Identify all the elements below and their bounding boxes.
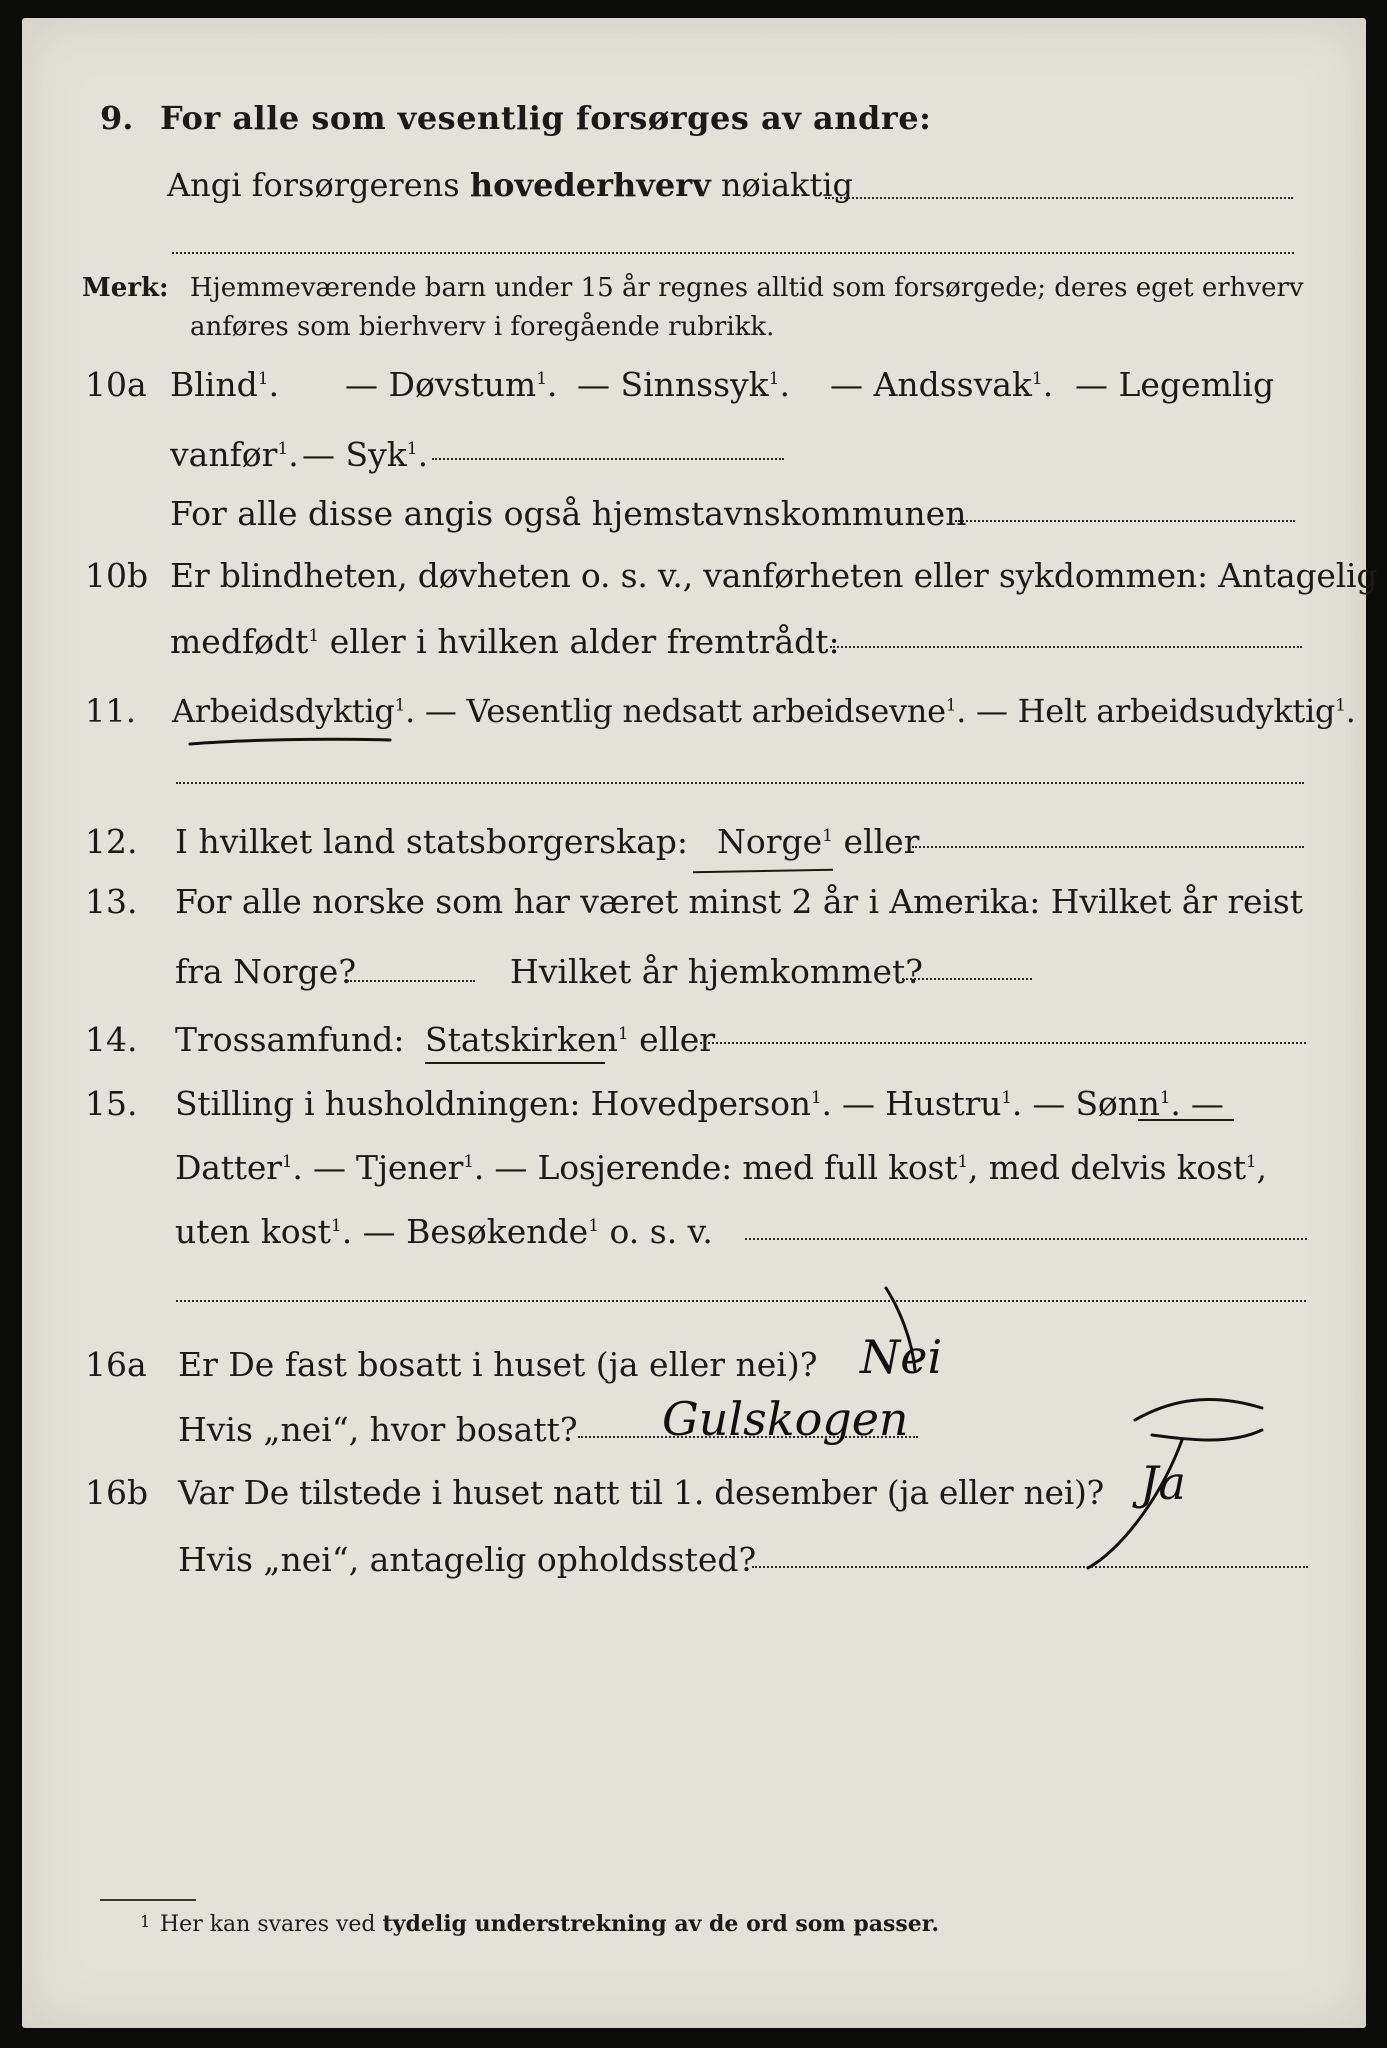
q10a-syk: — Syk bbox=[302, 435, 407, 474]
q10b-alder-text: eller i hvilken alder fremtrådt: bbox=[319, 622, 840, 661]
q11-line: 11. Arbeidsdyktig$^1$. — Vesentlig nedsatt arbeidsevne$^1$. — Helt arbeidsudyktig$^1$. bbox=[0, 681, 1387, 741]
q10a-hjemstavn-text: For alle disse angis også hjemstavnskommunen bbox=[170, 494, 967, 533]
q10b-number: 10b bbox=[85, 556, 149, 595]
q10a-line1: 10a Blind$^1$. — Døvstum$^1$. — Sinnssyk$^1$. — Andssvak$^1$. — Legemlig bbox=[0, 355, 1387, 415]
q13-question: For alle norske som har været minst 2 år i Amerika: Hvilket år reist bbox=[175, 882, 1303, 921]
q16b-answer-ja: Ja bbox=[1140, 1456, 1186, 1510]
footnote-mark: 1 bbox=[140, 1912, 151, 1931]
q10a-blind: Blind bbox=[170, 365, 258, 404]
q15-line1: 15. Stilling i husholdningen: Hovedperson$^1$. — Hustru$^1$. — Sønn$^1$. — bbox=[0, 1074, 1387, 1134]
merk-label: Merk: bbox=[82, 273, 169, 303]
q10a-legemlig: — Legemlig bbox=[1075, 365, 1275, 404]
q10a-dovstum: — Døvstum bbox=[345, 365, 537, 404]
q12-question: I hvilket land statsborgerskap: bbox=[175, 822, 689, 861]
q14-number: 14. bbox=[85, 1020, 138, 1059]
q13-number: 13. bbox=[85, 882, 138, 921]
q15-datter: Datter bbox=[175, 1148, 282, 1187]
footnote-text: Her kan svares ved bbox=[160, 1912, 383, 1937]
q12-number: 12. bbox=[85, 822, 138, 861]
q11-vesentlig: . — Vesentlig nedsatt arbeidsevne bbox=[405, 692, 946, 730]
q13-fra-norge: fra Norge? bbox=[175, 952, 357, 991]
q15-line3: uten kost$^1$. — Besøkende$^1$ o. s. v. bbox=[175, 1212, 713, 1251]
q14-eller: eller bbox=[628, 1020, 716, 1059]
footnote-rule bbox=[100, 1899, 196, 1901]
q16a-hvor-bosatt: Hvis „nei“, hvor bosatt? bbox=[178, 1410, 578, 1449]
footnote-bold-text: tydelig understrekning av de ord som passer. bbox=[382, 1911, 940, 1937]
q14-line: 14. Trossamfund: Statskirken$^1$ eller bbox=[0, 1010, 1387, 1070]
q15-delvis: , med delvis kost bbox=[967, 1148, 1246, 1187]
q15-losjerende: . — Losjerende: med full kost bbox=[473, 1148, 958, 1187]
q10a-line2: vanfør$^1$. — Syk$^1$. bbox=[170, 435, 429, 474]
q11-arbeidsdyktig: Arbeidsdyktig bbox=[172, 692, 395, 730]
q15-hovedperson: Stilling i husholdningen: Hovedperson bbox=[175, 1084, 811, 1123]
q10b-medfodt: medfødt bbox=[170, 622, 309, 661]
q9-noiaktig-text: nøiaktig bbox=[710, 166, 854, 204]
q15-besokende: . — Besøkende bbox=[341, 1212, 589, 1251]
merk-text-1: Hjemmeværende barn under 15 år regnes alltid som forsørgede; deres eget erhverv bbox=[190, 273, 1304, 303]
q9-question: For alle som vesentlig forsørges av andre: bbox=[160, 99, 932, 137]
q16a-answer-gulskogen: Gulskogen bbox=[662, 1392, 909, 1446]
q16a-question: Er De fast bosatt i huset (ja eller nei)? bbox=[178, 1345, 818, 1384]
q9-hovederhverv-text: hovederhverv bbox=[469, 166, 711, 204]
q11-number: 11. bbox=[85, 692, 136, 730]
q10a-vanfor: vanfør bbox=[170, 435, 278, 474]
q10a-number: 10a bbox=[85, 365, 147, 404]
q15-line2: Datter$^1$. — Tjener$^1$. — Losjerende: med full kost$^1$, med delvis kost$^1$, bbox=[175, 1148, 1267, 1187]
q9-number: 9. bbox=[100, 99, 134, 137]
q16b-opholdssted: Hvis „nei“, antagelig opholdssted? bbox=[178, 1540, 757, 1579]
q15-osv: o. s. v. bbox=[599, 1212, 713, 1251]
q16a-answer-nei: Nei bbox=[860, 1330, 943, 1384]
q10a-andssvak: — Andssvak bbox=[830, 365, 1032, 404]
q15-sonn: Sønn bbox=[1075, 1084, 1160, 1123]
q15-number: 15. bbox=[85, 1084, 138, 1123]
q13-hjemkommet: Hvilket år hjemkommet? bbox=[510, 952, 923, 991]
q12-norge: Norge bbox=[717, 822, 823, 861]
q14-question: Trossamfund: bbox=[175, 1020, 405, 1059]
q14-statskirken: Statskirken bbox=[425, 1020, 618, 1059]
q15-uten-kost: uten kost bbox=[175, 1212, 331, 1251]
q10b-line2: medfødt$^1$ eller i hvilken alder fremtrådt: bbox=[170, 622, 840, 661]
q15-tjener: . — Tjener bbox=[292, 1148, 464, 1187]
q15-hustru: . — Hustru bbox=[821, 1084, 1002, 1123]
footnote bbox=[0, 1904, 1387, 1964]
q11-helt: . — Helt arbeidsudyktig bbox=[956, 692, 1336, 730]
merk-text-2: anføres som bierhverv i foregående rubrikk. bbox=[190, 312, 775, 342]
q16b-number: 16b bbox=[85, 1473, 149, 1512]
q10a-sinnssyk: — Sinnssyk bbox=[577, 365, 769, 404]
q16b-question: Var De tilstede i huset natt til 1. desember (ja eller nei)? bbox=[178, 1473, 1104, 1512]
q12-line: 12. I hvilket land statsborgerskap: Norge$^1$ eller bbox=[0, 812, 1387, 872]
q10b-question: Er blindheten, døvheten o. s. v., vanførheten eller sykdommen: Antagelig bbox=[170, 556, 1378, 595]
q16a-number: 16a bbox=[85, 1345, 147, 1384]
q12-eller: eller bbox=[833, 822, 920, 861]
q9-angi-text: Angi forsørgerens bbox=[167, 166, 470, 204]
